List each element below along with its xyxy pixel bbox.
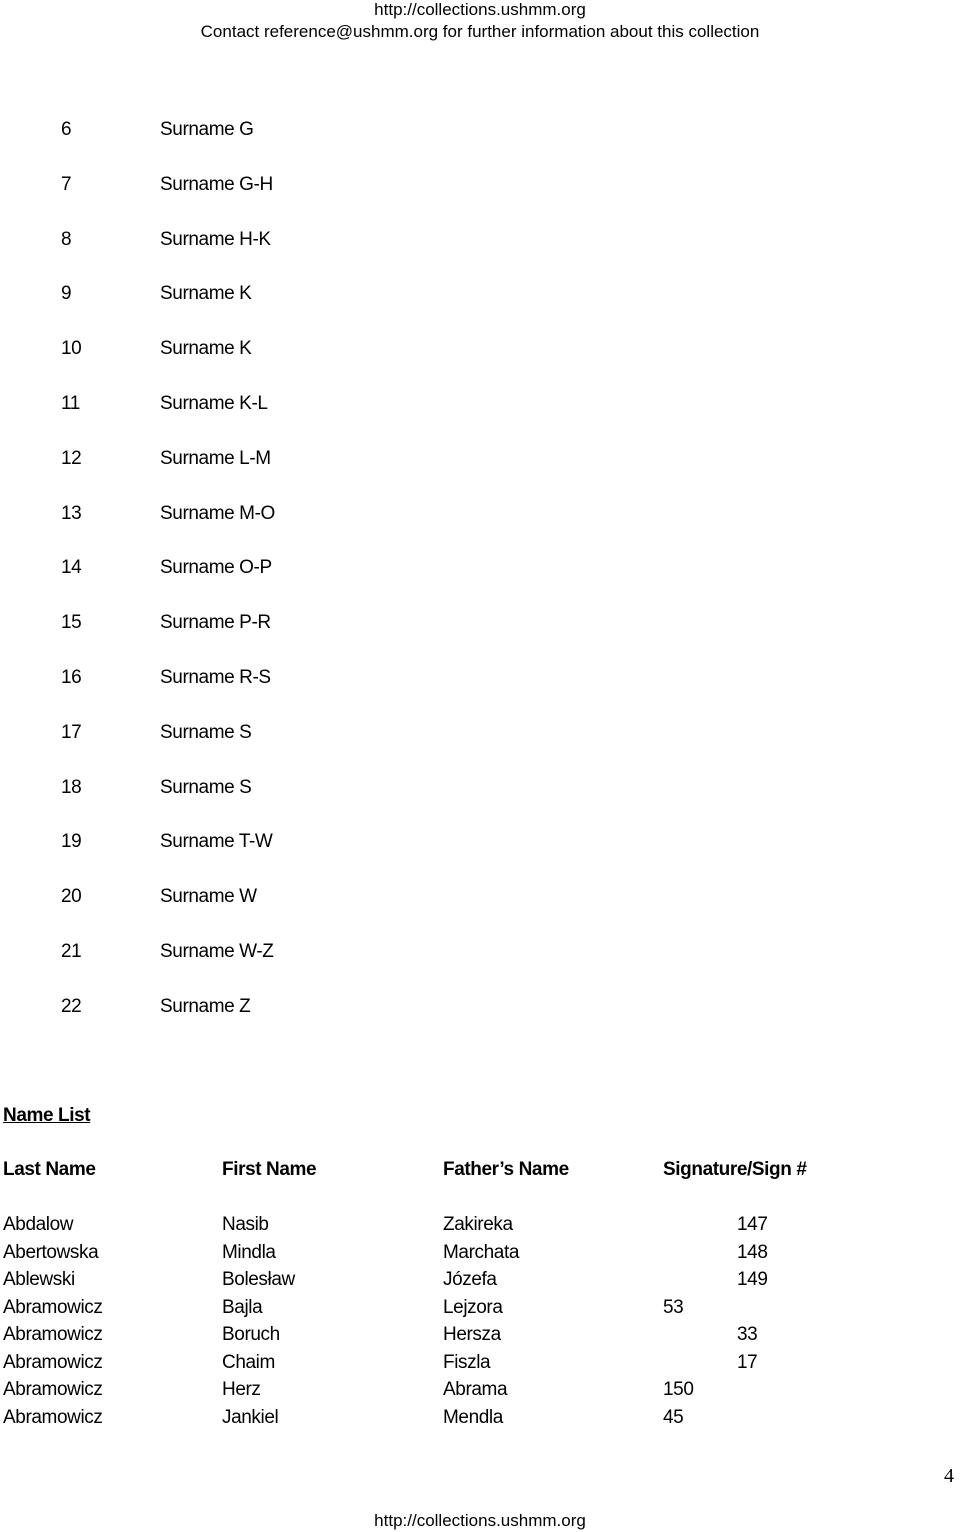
first-name-cell: Herz — [222, 1379, 261, 1400]
first-name-cell: Boruch — [222, 1324, 280, 1345]
signature-cell: 149 — [737, 1269, 768, 1290]
series-label: Surname G — [160, 119, 254, 140]
series-number: 17 — [61, 721, 82, 743]
series-label: Surname R-S — [160, 667, 271, 688]
series-label: Surname O-P — [160, 557, 272, 579]
last-name-cell: Ablewski — [3, 1269, 75, 1290]
signature-cell: 17 — [737, 1351, 758, 1373]
signature-cell: 45 — [663, 1406, 684, 1428]
series-label: Surname P-R — [160, 612, 271, 634]
signature-cell: 150 — [663, 1379, 694, 1400]
fathers-name-cell: Abrama — [443, 1379, 508, 1400]
series-label: Surname K — [160, 338, 252, 360]
column-header-last-name: Last Name — [3, 1159, 96, 1180]
last-name-cell: Abramowicz — [3, 1324, 103, 1345]
first-name-cell: Chaim — [222, 1351, 275, 1373]
first-name-cell: Mindla — [222, 1241, 276, 1263]
series-label: Surname Z — [160, 995, 251, 1017]
series-number: 19 — [61, 831, 82, 853]
series-label: Surname T-W — [160, 831, 273, 853]
series-label: Surname K — [160, 283, 252, 305]
footer-url — [0, 1511, 960, 1531]
series-label: Surname W — [160, 886, 257, 908]
page-number: 4 — [944, 1465, 954, 1487]
series-number: 21 — [61, 941, 82, 962]
first-name-cell: Bajla — [222, 1296, 263, 1318]
first-name-cell: Bolesław — [222, 1269, 295, 1290]
first-name-cell: Nasib — [222, 1214, 269, 1235]
series-number: 10 — [61, 338, 82, 360]
fathers-name-cell: Zakireka — [443, 1214, 513, 1235]
series-label: Surname L-M — [160, 447, 271, 469]
series-number: 9 — [61, 283, 72, 305]
series-label: Surname H-K — [160, 228, 271, 250]
series-number: 22 — [61, 995, 82, 1017]
series-number: 12 — [61, 447, 82, 469]
series-number: 15 — [61, 612, 82, 634]
last-name-cell: Abdalow — [3, 1214, 74, 1235]
series-number: 18 — [61, 776, 82, 798]
signature-cell: 33 — [737, 1324, 758, 1345]
series-label: Surname S — [160, 776, 252, 798]
series-number: 11 — [61, 393, 80, 414]
signature-cell: 53 — [663, 1296, 684, 1318]
column-header-first-name: First Name — [222, 1159, 317, 1180]
series-label: Surname G-H — [160, 173, 273, 195]
fathers-name-cell: Mendla — [443, 1406, 503, 1428]
last-name-cell: Abramowicz — [3, 1406, 103, 1428]
series-number: 13 — [61, 502, 82, 524]
series-number: 6 — [61, 119, 72, 140]
series-number: 20 — [61, 886, 82, 908]
series-label: Surname K-L — [160, 393, 268, 414]
last-name-cell: Abertowska — [3, 1241, 99, 1263]
header-url-text: http://collections.ushmm.org — [374, 0, 586, 19]
fathers-name-cell: Lejzora — [443, 1296, 503, 1318]
column-header-fathers-name: Father’s Name — [443, 1159, 569, 1180]
header-contact-text: Contact reference@ushmm.org for further information about this collection — [200, 22, 760, 41]
last-name-cell: Abramowicz — [3, 1379, 103, 1400]
header-url — [0, 0, 960, 20]
footer-url-text: http://collections.ushmm.org — [374, 1511, 586, 1530]
column-header-signature: Signature/Sign # — [663, 1159, 807, 1180]
series-number: 8 — [61, 228, 72, 250]
signature-cell: 148 — [737, 1241, 768, 1263]
name-list-title: Name List — [3, 1105, 91, 1126]
series-label: Surname M-O — [160, 502, 275, 524]
series-number: 7 — [61, 173, 72, 195]
last-name-cell: Abramowicz — [3, 1296, 103, 1318]
first-name-cell: Jankiel — [222, 1406, 279, 1428]
fathers-name-cell: Hersza — [443, 1324, 501, 1345]
series-label: Surname W-Z — [160, 941, 274, 962]
series-number: 16 — [61, 667, 82, 688]
series-number: 14 — [61, 557, 82, 579]
signature-cell: 147 — [737, 1214, 768, 1235]
series-label: Surname S — [160, 721, 252, 743]
last-name-cell: Abramowicz — [3, 1351, 103, 1373]
fathers-name-cell: Józefa — [443, 1269, 497, 1290]
fathers-name-cell: Marchata — [443, 1241, 520, 1263]
header-contact — [0, 22, 960, 42]
fathers-name-cell: Fiszla — [443, 1351, 491, 1373]
